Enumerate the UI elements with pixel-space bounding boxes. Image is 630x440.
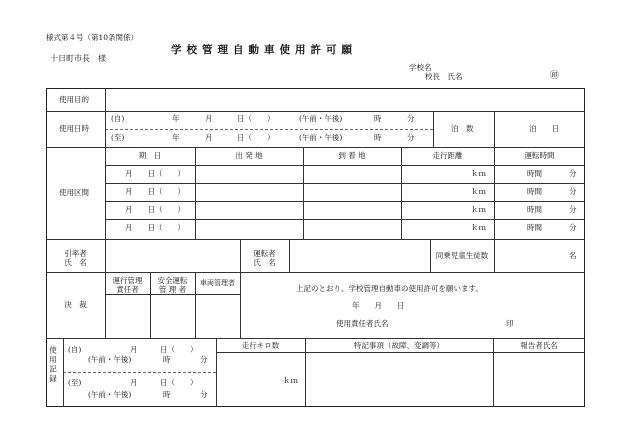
approval-date-line: 年 月 日	[352, 301, 405, 310]
record-col-reporter: 報告者氏名	[520, 341, 558, 350]
students-unit: 名	[569, 251, 577, 260]
col-header-distance: 走行距離	[432, 151, 463, 160]
row-minute-unit: 分	[569, 223, 577, 232]
col-header-arrival: 到 着 地	[338, 151, 366, 160]
form-title: 学校管理自動車使用許可願	[171, 44, 357, 56]
purpose-label: 使用目的	[59, 95, 89, 104]
students-label: 同乗児童生徒数	[435, 251, 489, 260]
approval-statement: 上記のとおり、学校管理自動車の使用許可を願います。	[296, 284, 483, 293]
row-date: 月 日（ ）	[125, 223, 185, 232]
nights-unit: 泊 日	[529, 124, 559, 133]
record-notes-field[interactable]	[310, 358, 488, 402]
record-km-unit: ｋｍ	[283, 376, 298, 385]
row-km-unit: ｋｍ	[471, 223, 486, 232]
seal-mark: ㊞	[550, 71, 560, 81]
record-col-notes: 特記事項（故障、変調等）	[354, 341, 444, 350]
row-date: 月 日（ ）	[125, 187, 185, 196]
approval-label: 決 裁	[64, 300, 87, 309]
col-header-date: 期 日	[138, 151, 162, 160]
nights-label: 泊 数	[451, 124, 474, 133]
driver-label: 運転者 氏 名	[253, 249, 276, 268]
form-number: 様式第４号（第10条関係）	[46, 33, 139, 42]
addressee: 十日町市長 様	[50, 54, 106, 63]
row-minute-unit: 分	[569, 169, 577, 178]
col-header-drive-time: 運転時間	[524, 151, 555, 160]
approval-col-operation-manager: 運行管理 責任者	[112, 276, 143, 294]
driver-name-field[interactable]	[294, 250, 424, 262]
section-label: 使用区間	[59, 188, 89, 197]
approval-col-safety-manager: 安全運転 管 理 者	[157, 276, 188, 294]
row-minute-unit: 分	[569, 205, 577, 214]
row-hour-unit: 時間	[527, 205, 542, 214]
purpose-field[interactable]	[110, 96, 580, 106]
row-hour-unit: 時間	[527, 187, 542, 196]
row-date: 月 日（ ）	[125, 169, 185, 178]
record-label: 使用記録	[48, 346, 58, 384]
col-header-departure: 出 発 地	[235, 151, 263, 160]
applicant-seal: 印	[506, 319, 514, 328]
leader-label: 引率者 氏 名	[64, 249, 87, 268]
row-km-unit: ｋｍ	[471, 205, 486, 214]
approval-col-vehicle-manager: 車両管理者	[200, 279, 235, 287]
record-col-distance: 走行キロ数	[241, 341, 280, 350]
row-date: 月 日（ ）	[125, 205, 185, 214]
row-hour-unit: 時間	[527, 223, 542, 232]
record-reporter-field[interactable]	[498, 358, 580, 402]
row-minute-unit: 分	[569, 187, 577, 196]
school-name-label: 学校名	[409, 63, 432, 72]
leader-name-field[interactable]	[110, 250, 235, 262]
datetime-label: 使用日時	[59, 124, 89, 133]
applicant-label: 使用責任者氏名	[336, 319, 389, 328]
row-km-unit: ｋｍ	[471, 169, 486, 178]
row-km-unit: ｋｍ	[471, 187, 486, 196]
principal-name-label: 校長 氏名	[425, 72, 463, 81]
row-hour-unit: 時間	[527, 169, 542, 178]
